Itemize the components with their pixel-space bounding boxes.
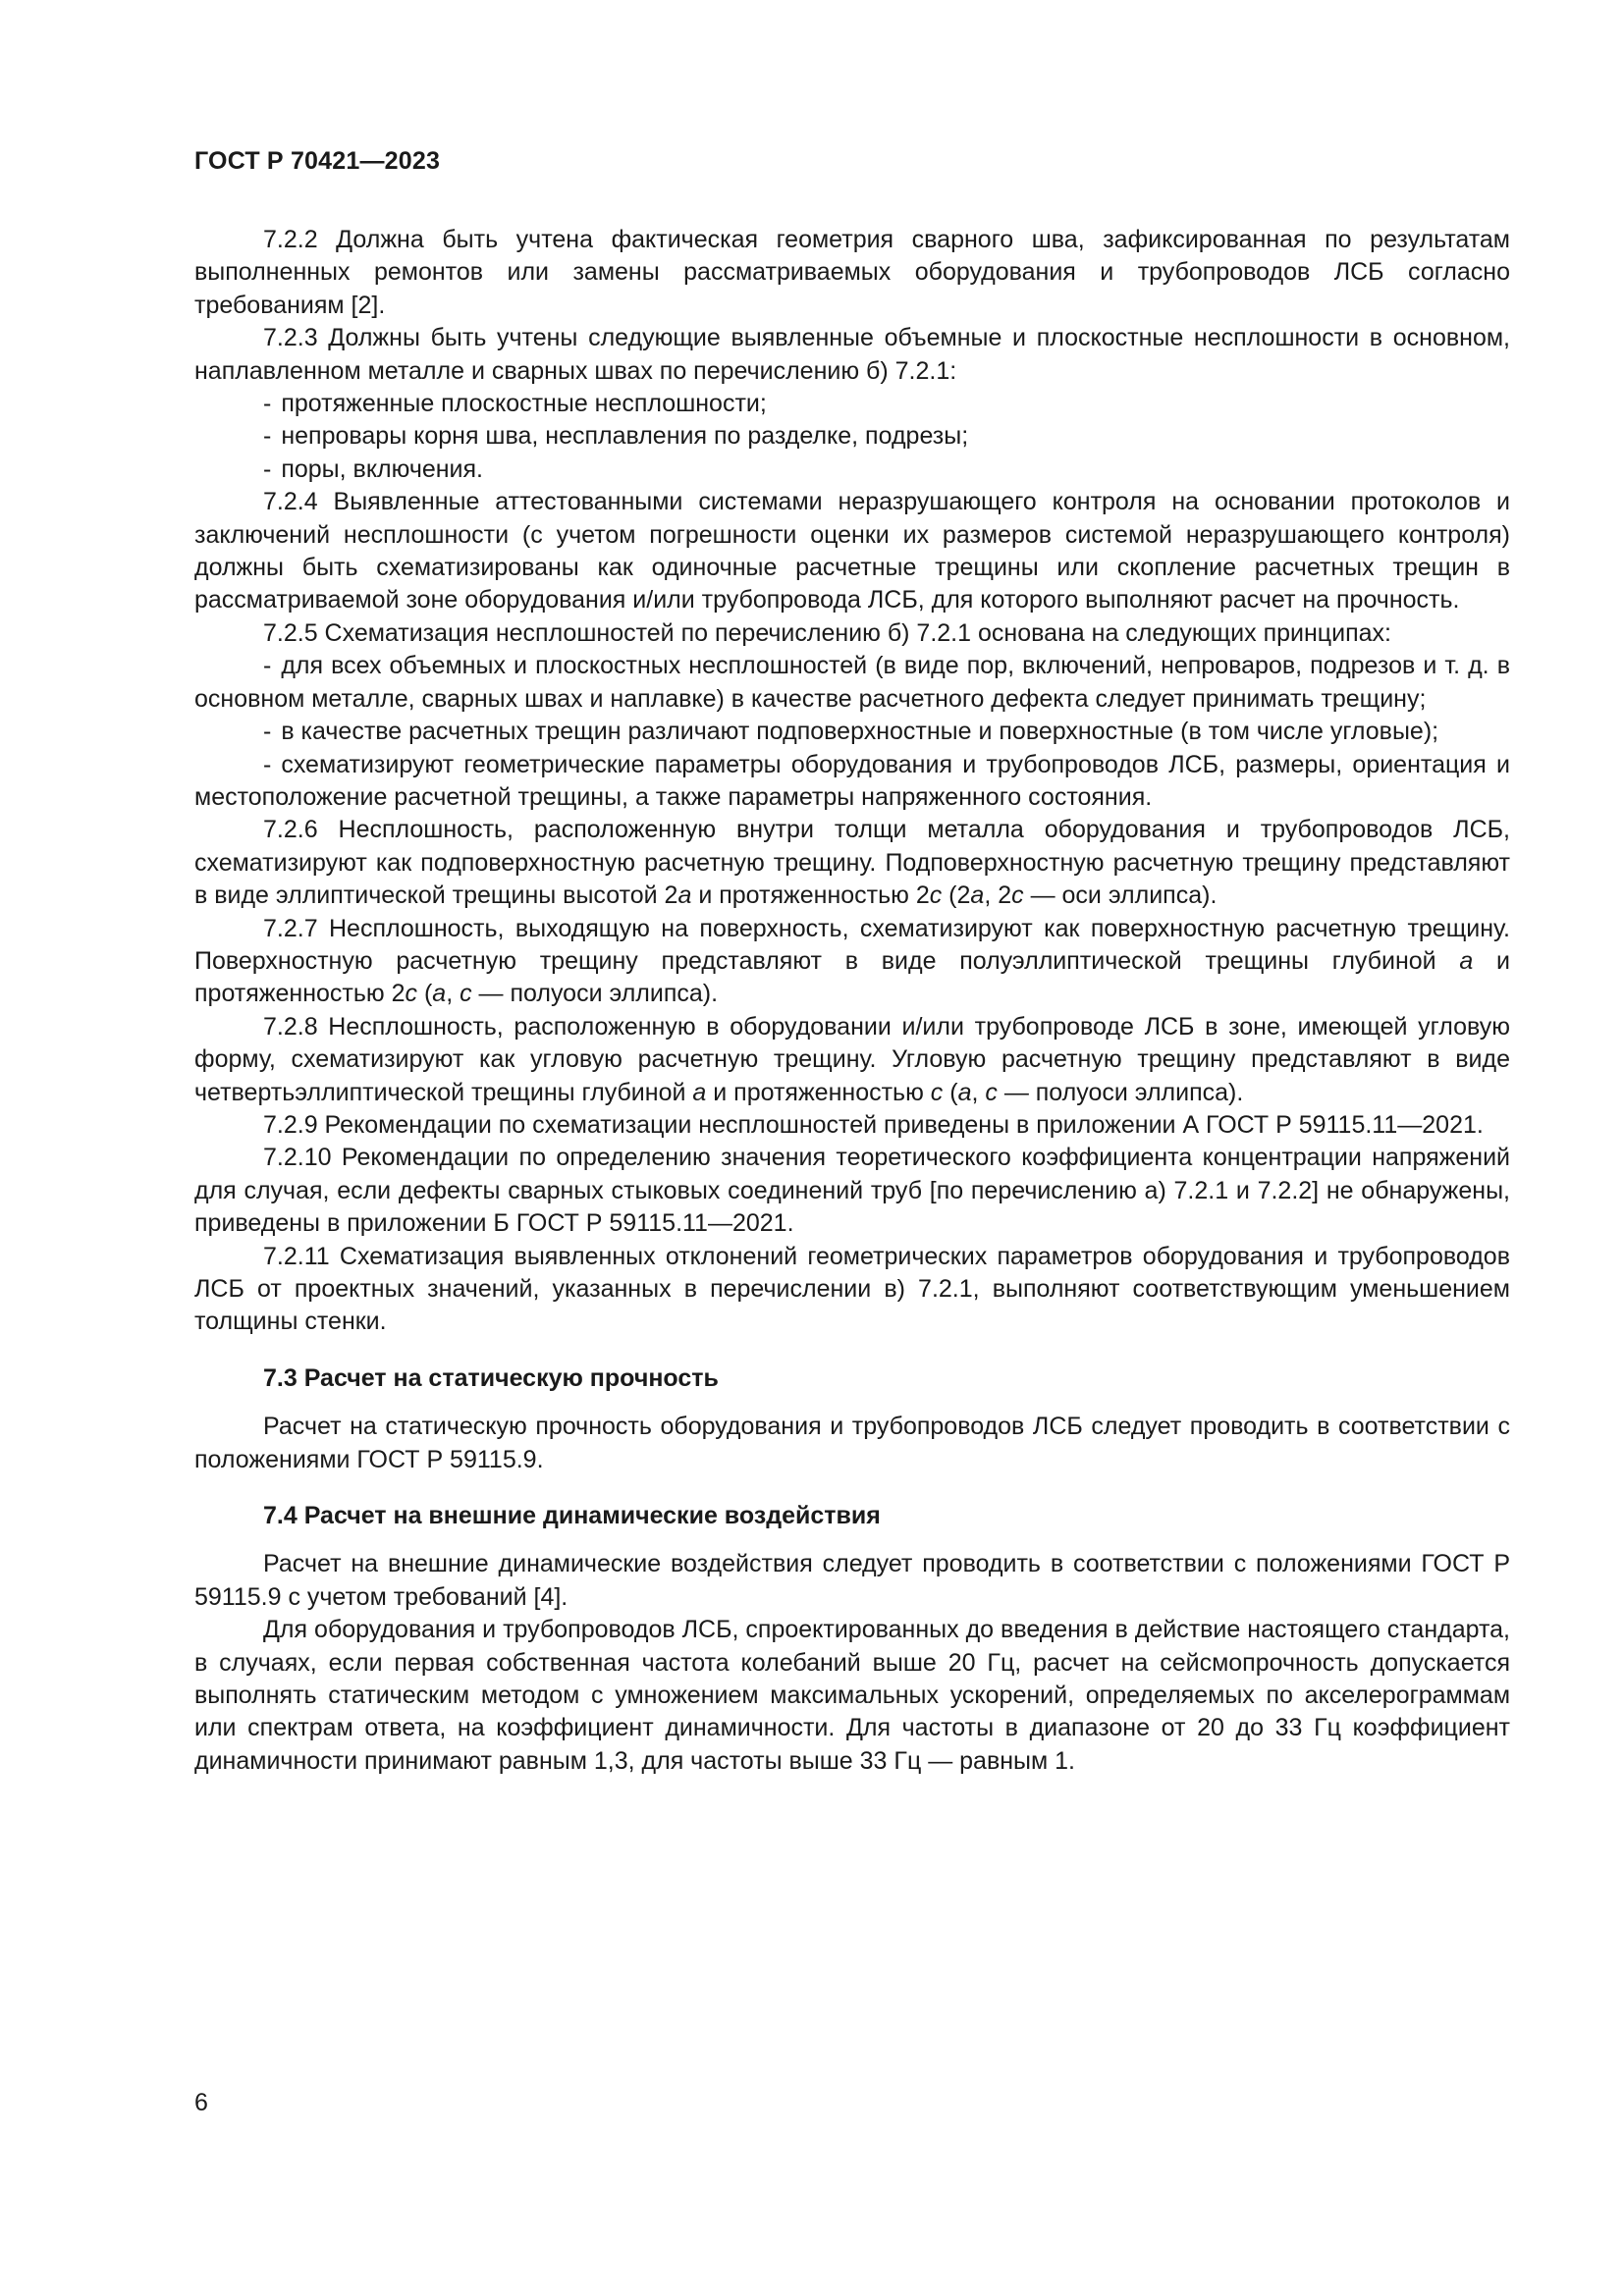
list-item-text: непровары корня шва, несплавления по разделке, подрезы; [281,422,969,451]
page-number: 6 [194,2089,208,2116]
list-item: - схематизируют геометрические параметры оборудования и трубопроводов ЛСБ, размеры, ориентация и местоположение расчетной трещины, а также параметры напряженного состояния. [194,750,1510,811]
section-heading-7-3: 7.3 Расчет на статическую прочность [263,1363,719,1392]
list-item: - протяженные плоскостные несплошности; [263,390,767,418]
list-item: - поры, включения. [263,454,484,483]
paragraph-7-2-9: 7.2.9 Рекомендации по схематизации несплошностей приведены в приложении А ГОСТ Р 59115.11—2021. [263,1110,1484,1139]
paragraph-7-2-6: 7.2.6 Несплошность, расположенную внутри толщи металла оборудования и трубопроводов ЛСБ, схематизируют как подповерхностную расчетную трещину. Подповерхностную расчетную трещину представляют в виде эллиптической трещины высотой 2a и протяженностью 2c (2a, 2c — оси эллипса). [194,816,1510,910]
list-item-text: схематизируют геометрические параметры оборудования и трубопроводов ЛСБ, размеры, ориентация и местоположение расчетной трещины, а также параметры напряженного состояния. [194,750,1510,811]
paragraph-7-2-5: 7.2.5 Схематизация несплошностей по перечислению б) 7.2.1 основана на следующих принципах: [263,618,1391,647]
list-item-text: поры, включения. [281,454,484,483]
paragraph-7-4-a: Расчет на внешние динамические воздействия следует проводить в соответствии с положениями ГОСТ Р 59115.9 с учетом требований [4]. [194,1550,1510,1611]
paragraph-7-2-10: 7.2.10 Рекомендации по определению значения теоретического коэффициента концентрации напряжений для случая, если дефекты сварных стыковых соединений труб [по перечислению а) 7.2.1 и 7.2.2] не обнаружены, приведены в приложении Б ГОСТ Р 59115.11—2021. [194,1144,1510,1238]
list-item: - непровары корня шва, несплавления по разделке, подрезы; [263,422,969,451]
list-item: - в качестве расчетных трещин различают подповерхностные и поверхностные (в том числе угловые); [263,718,1439,746]
paragraph-7-3: Расчет на статическую прочность оборудования и трубопроводов ЛСБ следует проводить в соответствии с положениями ГОСТ Р 59115.9. [194,1413,1510,1473]
page-content [194,224,1510,1778]
document-header: ГОСТ Р 70421—2023 [194,147,441,175]
list-item: - для всех объемных и плоскостных несплошностей (в виде пор, включений, непроваров, подрезов и т. д. в основном металле, сварных швах и наплавке) в качестве расчетного дефекта следует принимать трещину; [194,652,1510,713]
paragraph-7-2-7: 7.2.7 Несплошность, выходящую на поверхность, схематизируют как поверхностную расчетную трещину. Поверхностную расчетную трещину представляют в виде полуэллиптической трещины глубиной a и протяженностью 2c (a, c — полуоси эллипса). [194,914,1510,1008]
paragraph-7-2-4: 7.2.4 Выявленные аттестованными системами неразрушающего контроля на основании протоколов и заключений несплошности (с учетом погрешности оценки их размеров системой неразрушающего контроля) должны быть схематизированы как одиночные расчетные трещины или скопление расчетных трещин в рассматриваемой зоне оборудования и/или трубопровода ЛСБ, для которого выполняют расчет на прочность. [194,488,1510,614]
paragraph-7-2-8: 7.2.8 Несплошность, расположенную в оборудовании и/или трубопроводе ЛСБ в зоне, имеющей угловую форму, схематизируют как угловую расчетную трещину. Угловую расчетную трещину представляют в виде четвертьэллиптической трещины глубиной a и протяженностью c (a, c — полуоси эллипса). [194,1012,1510,1106]
list-item-text: для всех объемных и плоскостных несплошностей (в виде пор, включений, непроваров, подрезов и т. д. в основном металле, сварных швах и наплавке) в качестве расчетного дефекта следует принимать трещину; [194,652,1510,713]
paragraph-7-4-b: Для оборудования и трубопроводов ЛСБ, спроектированных до введения в действие настоящего стандарта, в случаях, если первая собственная частота колебаний выше 20 Гц, расчет на сейсмопрочность допускается выполнять статическим методом с умножением максимальных ускорений, определяемых по акселерограммам или спектрам ответа, на коэффициент динамичности. Для частоты в диапазоне от 20 до 33 Гц коэффициент динамичности принимают равным 1,3, для частоты выше 33 Гц — равным 1. [194,1616,1510,1775]
paragraph-7-2-2: 7.2.2 Должна быть учтена фактическая геометрия сварного шва, зафиксированная по результатам выполненных ремонтов или замены рассматриваемых оборудования и трубопроводов ЛСБ согласно требованиям [2]. [194,226,1510,319]
paragraph-7-2-3: 7.2.3 Должны быть учтены следующие выявленные объемные и плоскостные несплошности в основном, наплавленном металле и сварных швах по перечислению б) 7.2.1: [194,324,1510,385]
paragraph-7-2-11: 7.2.11 Схематизация выявленных отклонений геометрических параметров оборудования и трубопроводов ЛСБ от проектных значений, указанных в перечислении в) 7.2.1, выполняют соответствующим уменьшением толщины стенки. [194,1242,1510,1336]
list-item-text: протяженные плоскостные несплошности; [281,390,767,418]
section-heading-7-4: 7.4 Расчет на внешние динамические воздействия [263,1502,881,1530]
list-item-text: в качестве расчетных трещин различают подповерхностные и поверхностные (в том числе угловые); [281,718,1439,746]
